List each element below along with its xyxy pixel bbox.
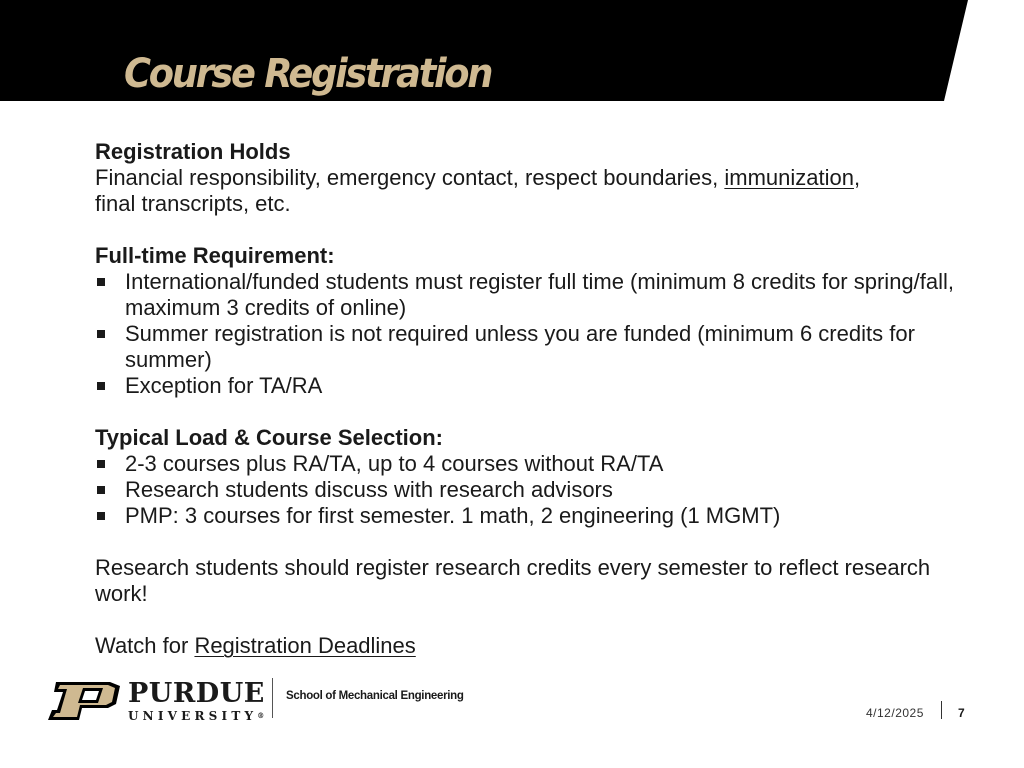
wordmark-university: [128, 709, 265, 723]
holds-text-before-link: Financial responsibility, emergency contact, respect boundaries,: [95, 165, 725, 190]
spacer: [95, 529, 955, 555]
school-name: School of Mechanical Engineering: [286, 690, 464, 702]
footer: [0, 670, 1024, 768]
square-bullet-icon: [97, 486, 105, 494]
square-bullet-icon: [97, 330, 105, 338]
fulltime-requirement-heading: Full-time Requirement:: [95, 243, 335, 268]
list-item-text: Exception for TA/RA: [125, 373, 323, 398]
list-item-text: PMP: 3 courses for first semester. 1 math, 2 engineering (1 MGMT): [125, 503, 781, 528]
wordmark-purdue: PURDUE: [128, 678, 265, 709]
holds-text-line2: final transcripts, etc.: [95, 191, 291, 216]
slide-title: Course Registration: [124, 51, 492, 97]
registration-holds-text: [95, 165, 955, 217]
spacer: [95, 399, 955, 425]
list-item-text: Summer registration is not required unless you are funded (minimum 6 credits for summer): [125, 321, 915, 372]
immunization-link[interactable]: immunization: [724, 165, 854, 190]
research-credits-note: Research students should register research credits every semester to reflect research work!: [95, 555, 931, 606]
wordmark-university-text: UNIVERSITY: [128, 709, 258, 723]
watch-text: Watch for: [95, 633, 195, 658]
typical-load-heading: Typical Load & Course Selection:: [95, 425, 443, 450]
slide-date: 4/12/2025: [866, 706, 924, 720]
fulltime-requirement-list: [95, 269, 955, 399]
square-bullet-icon: [97, 382, 105, 390]
square-bullet-icon: [97, 460, 105, 468]
square-bullet-icon: [97, 278, 105, 286]
purdue-wordmark: [128, 680, 265, 723]
list-item-text: 2-3 courses plus RA/TA, up to 4 courses without RA/TA: [125, 451, 664, 476]
spacer: [95, 607, 955, 633]
list-item: [95, 477, 955, 503]
registration-deadlines-link[interactable]: Registration Deadlines: [194, 633, 416, 658]
typical-load-list: [95, 451, 955, 529]
spacer: [95, 217, 955, 243]
list-item: [95, 451, 955, 477]
list-item-text: International/funded students must register full time (minimum 8 credits for spring/fall, maximum 3 credits of online): [125, 269, 955, 320]
list-item: [95, 321, 955, 373]
page-number: 7: [958, 706, 965, 720]
list-item-text: Research students discuss with research advisors: [125, 477, 613, 502]
square-bullet-icon: [97, 512, 105, 520]
list-item: [95, 373, 955, 399]
holds-text-after-link: ,: [853, 165, 861, 190]
logo-divider: [272, 678, 273, 718]
registered-mark: ®: [257, 711, 265, 720]
registration-holds-heading: Registration Holds: [95, 139, 291, 164]
watch-deadlines-line: [95, 633, 955, 659]
list-item: [95, 503, 955, 529]
page-divider: [941, 701, 942, 719]
slide-content: [95, 139, 955, 659]
purdue-p-logo-icon: [48, 682, 120, 720]
list-item: [95, 269, 955, 321]
